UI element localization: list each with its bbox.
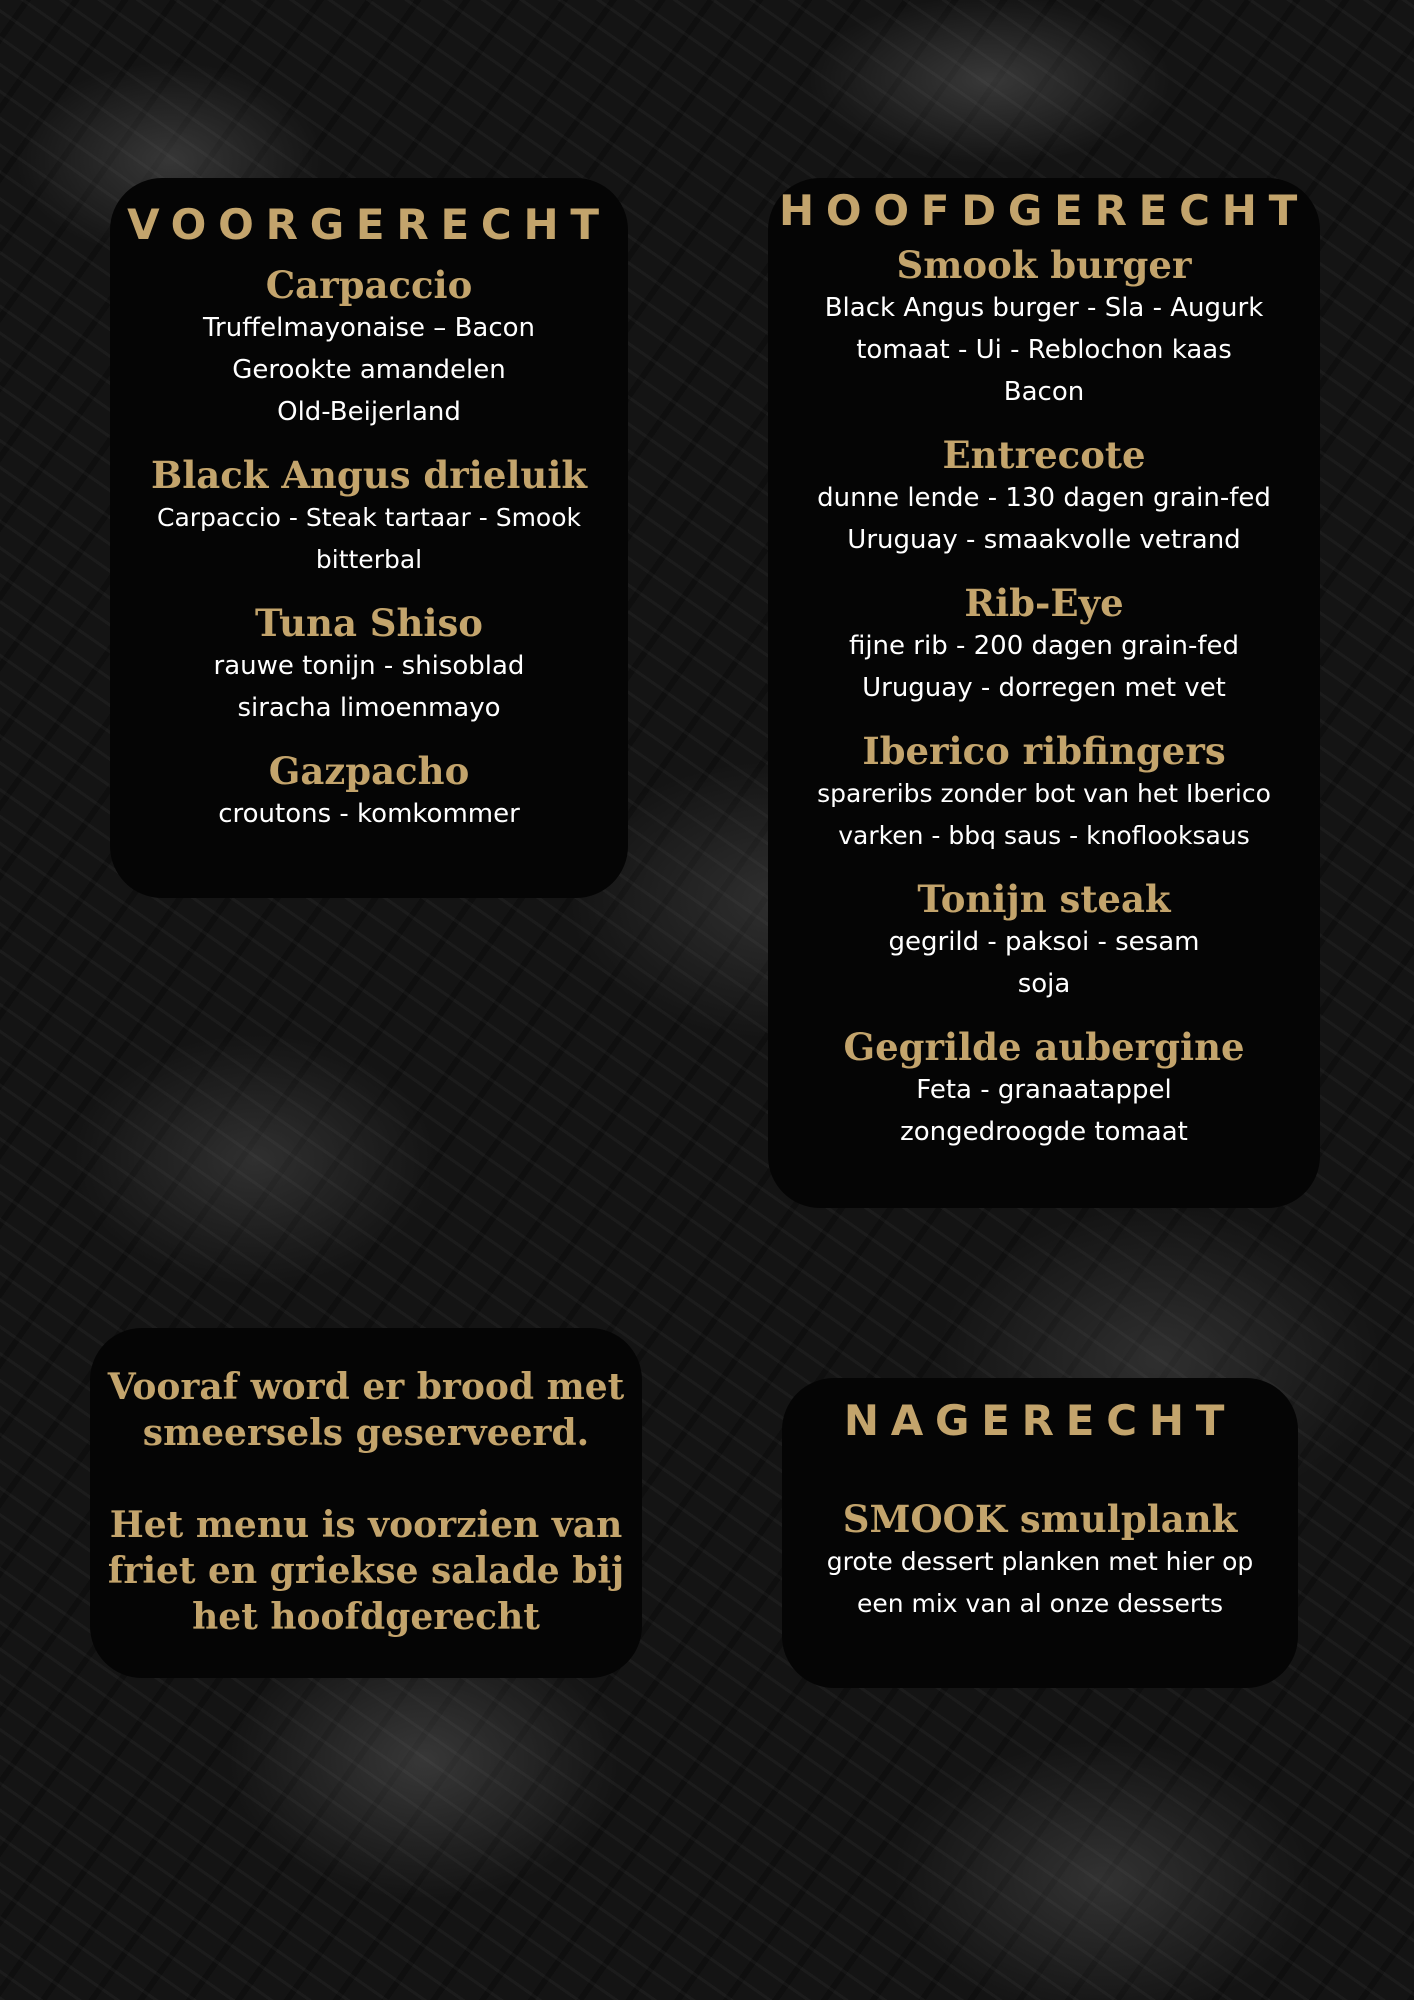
dish-description: fijne rib - 200 dagen grain-fed Uruguay - dorregen met vet bbox=[848, 631, 1240, 703]
dish-name: SMOOK smulplank bbox=[842, 1497, 1238, 1541]
hoofdgerecht-heading: HOOFDGERECHT bbox=[778, 186, 1310, 235]
dish-description: Carpaccio - Steak tartaar - Smook bitterbal bbox=[156, 503, 581, 574]
side-dishes-note: Het menu is voorzien van friet en griekse salade bij het hoofdgerecht bbox=[107, 1504, 625, 1638]
nagerecht-panel bbox=[782, 1378, 1298, 1688]
dish-name: Rib-Eye bbox=[964, 581, 1124, 625]
nagerecht-heading: NAGERECHT bbox=[843, 1396, 1237, 1445]
dish-description: Black Angus burger - Sla - Augurk tomaat - Ui - Reblochon kaas Bacon bbox=[824, 293, 1264, 407]
dish-name: Iberico ribfingers bbox=[862, 729, 1226, 773]
dish-item bbox=[768, 1025, 1320, 1153]
dish-item bbox=[110, 263, 628, 433]
voorgerecht-panel bbox=[110, 178, 628, 898]
dish-name: Entrecote bbox=[942, 433, 1146, 477]
dish-name: Gazpacho bbox=[268, 749, 470, 793]
dish-description: spareribs zonder bot van het Iberico varken - bbq saus - knoflooksaus bbox=[817, 779, 1271, 850]
dish-name: Tonijn steak bbox=[917, 877, 1171, 921]
dish-item bbox=[110, 601, 628, 729]
dish-name: Black Angus drieluik bbox=[150, 453, 588, 497]
dish-name: Smook burger bbox=[896, 243, 1192, 287]
dish-item bbox=[110, 453, 628, 581]
dish-description: Feta - granaatappel zongedroogde tomaat bbox=[900, 1075, 1188, 1147]
voorgerecht-heading: VOORGERECHT bbox=[127, 200, 611, 249]
dish-item bbox=[768, 243, 1320, 413]
dish-item bbox=[768, 433, 1320, 561]
dish-item bbox=[768, 581, 1320, 709]
dish-item bbox=[768, 877, 1320, 1005]
dish-item bbox=[110, 749, 628, 835]
dish-item bbox=[782, 1497, 1298, 1625]
dish-description: rauwe tonijn - shisoblad siracha limoenmayo bbox=[213, 651, 525, 723]
dish-name: Carpaccio bbox=[265, 263, 473, 307]
dish-description: croutons - komkommer bbox=[218, 799, 520, 829]
dish-name: Gegrilde aubergine bbox=[843, 1025, 1245, 1069]
dish-description: Truffelmayonaise – Bacon Gerookte amandelen Old-Beijerland bbox=[202, 313, 536, 427]
dish-description: grote dessert planken met hier op een mix van al onze desserts bbox=[826, 1547, 1254, 1618]
bread-note: Vooraf word er brood met smeersels geserveerd. bbox=[107, 1366, 625, 1454]
dish-description: gegrild - paksoi - sesam soja bbox=[888, 927, 1200, 999]
dish-item bbox=[768, 729, 1320, 857]
dish-description: dunne lende - 130 dagen grain-fed Uruguay - smaakvolle vetrand bbox=[817, 483, 1271, 555]
hoofdgerecht-panel bbox=[768, 178, 1320, 1208]
info-note-panel bbox=[90, 1328, 642, 1678]
dish-name: Tuna Shiso bbox=[255, 601, 483, 645]
